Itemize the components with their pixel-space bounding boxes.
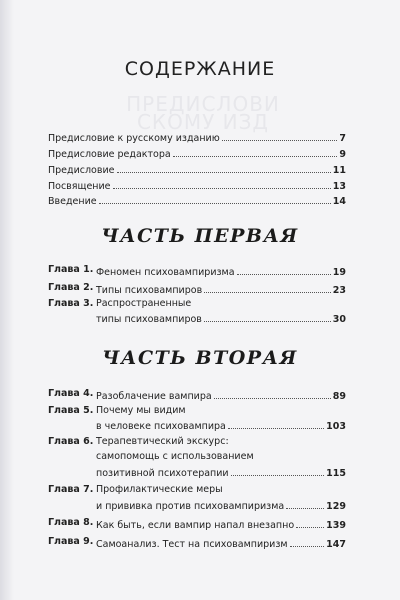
chapter-label: Глава 6. [48,436,94,447]
chapter-label: Глава 5. [48,405,94,416]
toc-entry: Введение 14 [48,196,346,207]
page-title: СОДЕРЖАНИЕ [124,58,276,80]
chapter-title-line: Профилактические меры [96,484,223,495]
chapter-entry: Типы психовампиров 23 [96,285,346,296]
chapter-title-line: Терапевтический экскурс: [96,436,229,447]
chapter-entry: Феномен психовампиризма 19 [96,267,346,278]
toc-entry: Предисловие редактора 9 [48,149,346,160]
toc-entry: Посвящение 13 [48,181,346,192]
part-heading: ЧАСТЬ ВТОРАЯ [102,347,298,369]
bleed-through-text: ПРЕДИСЛОВИ [126,92,280,116]
chapter-title-line: Распространенные [96,298,192,309]
chapter-entry: позитивной психотерапии 115 [96,468,346,479]
chapter-label: Глава 2. [48,282,94,293]
toc-entry: Предисловие 11 [48,165,346,176]
chapter-label: Глава 3. [48,298,94,309]
chapter-label: Глава 4. [48,388,94,399]
chapter-entry: Самоанализ. Тест на психовампиризм 147 [96,539,346,550]
chapter-label: Глава 7. [48,484,94,495]
chapter-entry: и прививка против психовампиризма 129 [96,501,346,512]
bleed-through-text: СКОМУ ИЗД [136,110,270,134]
part-heading: ЧАСТЬ ПЕРВАЯ [101,225,299,247]
chapter-label: Глава 9. [48,536,94,547]
page-gutter-shadow [0,0,14,600]
chapter-label: Глава 8. [48,517,94,528]
chapter-entry: Как быть, если вампир напал внезапно 139 [96,520,346,531]
chapter-title-line: самопомощь с использованием [96,451,254,462]
chapter-label: Глава 1. [48,264,94,275]
chapter-entry: типы психовампиров 30 [96,314,346,325]
chapter-entry: в человеке психовампира 103 [96,421,346,432]
chapter-entry: Разоблачение вампира 89 [96,391,346,402]
toc-entry: Предисловие к русскому изданию 7 [48,133,346,144]
chapter-title-line: Почему мы видим [96,405,186,416]
